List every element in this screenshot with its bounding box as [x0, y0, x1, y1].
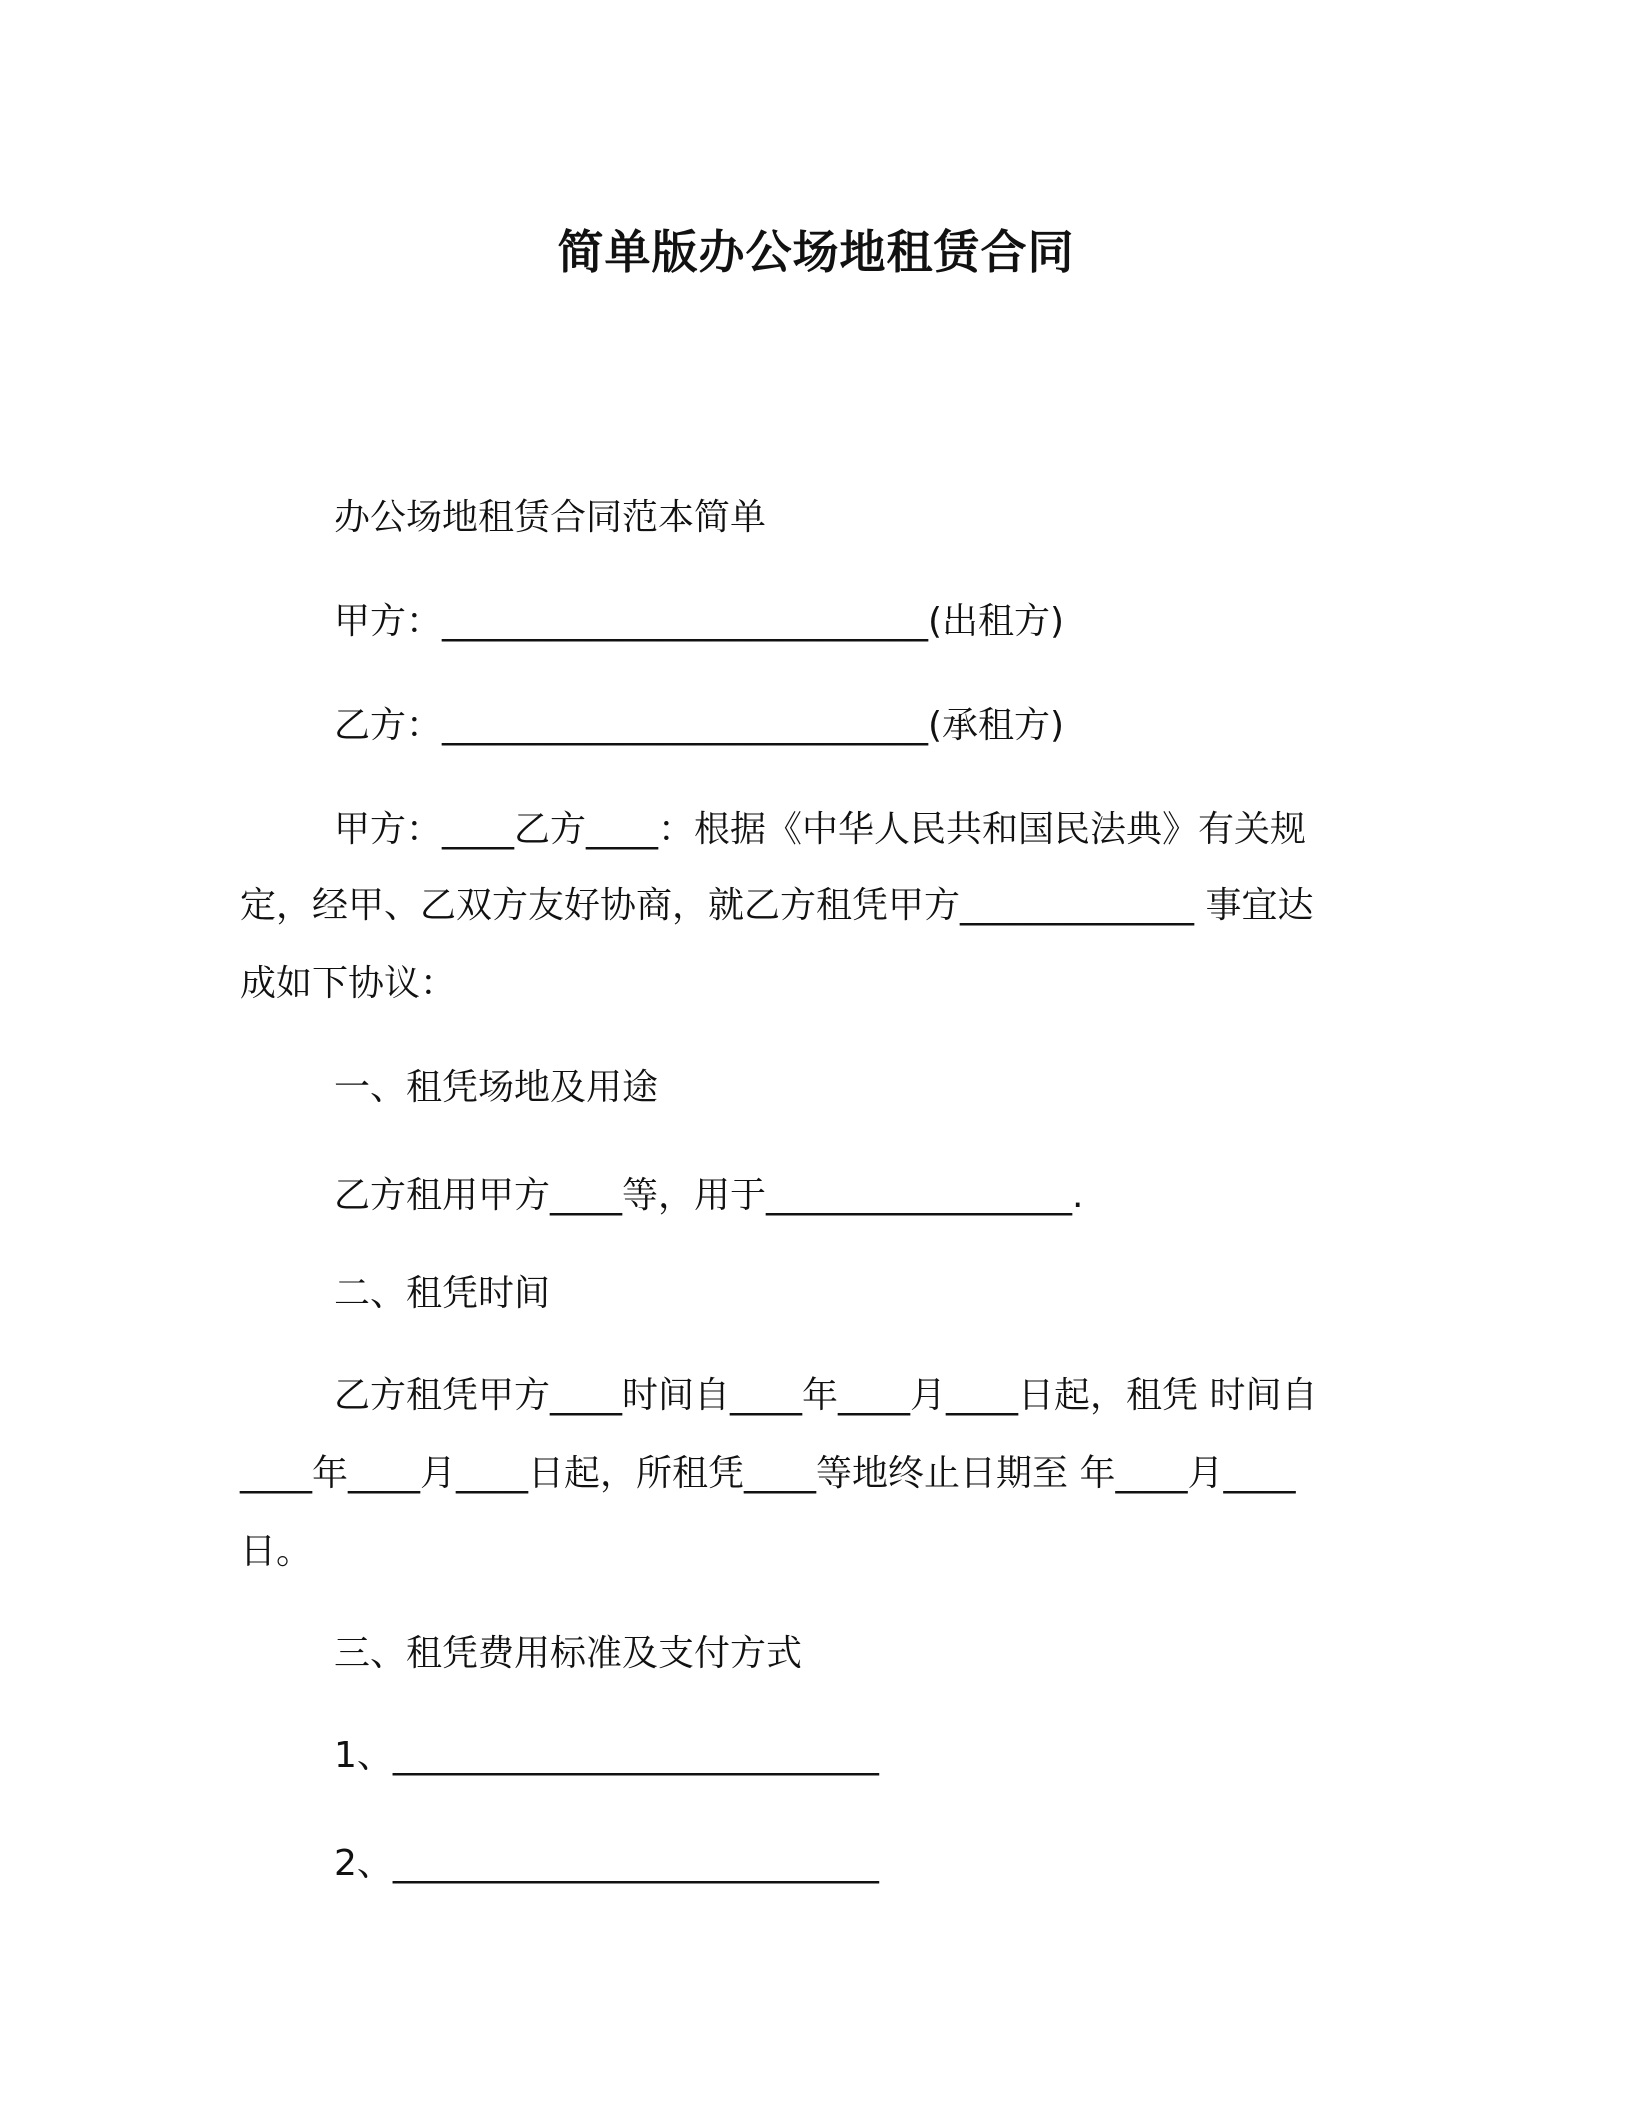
- party-a-line: 甲方：___________________________(出租方): [334, 601, 1065, 642]
- party-b-line: 乙方：___________________________(承租方): [334, 705, 1065, 746]
- section-2-line-3: 日。: [240, 1531, 313, 1572]
- intro-line-3: 成如下协议：: [240, 963, 457, 1004]
- intro-line-2: 定，经甲、乙双方友好协商，就乙方租凭甲方_____________ 事宜达: [240, 885, 1314, 926]
- section-3-heading: 三、租凭费用标准及支付方式: [334, 1633, 803, 1674]
- payment-item-2: 2、___________________________: [334, 1843, 879, 1884]
- section-1-text: 乙方租用甲方____等，用于_________________.: [334, 1175, 1084, 1216]
- section-2-line-2: ____年____月____日起，所租凭____等地终止日期至 年____月____: [240, 1453, 1296, 1494]
- document-title: 简单版办公场地租赁合同: [557, 225, 1075, 279]
- document-subtitle: 办公场地租赁合同范本简单: [334, 497, 767, 538]
- section-2-line-1: 乙方租凭甲方____时间自____年____月____日起，租凭 时间自: [334, 1375, 1318, 1416]
- section-2-heading: 二、租凭时间: [334, 1273, 551, 1314]
- section-1-heading: 一、租凭场地及用途: [334, 1067, 659, 1108]
- intro-line-1: 甲方：____乙方____：根据《中华人民共和国民法典》有关规: [334, 809, 1307, 850]
- payment-item-1: 1、___________________________: [334, 1735, 879, 1776]
